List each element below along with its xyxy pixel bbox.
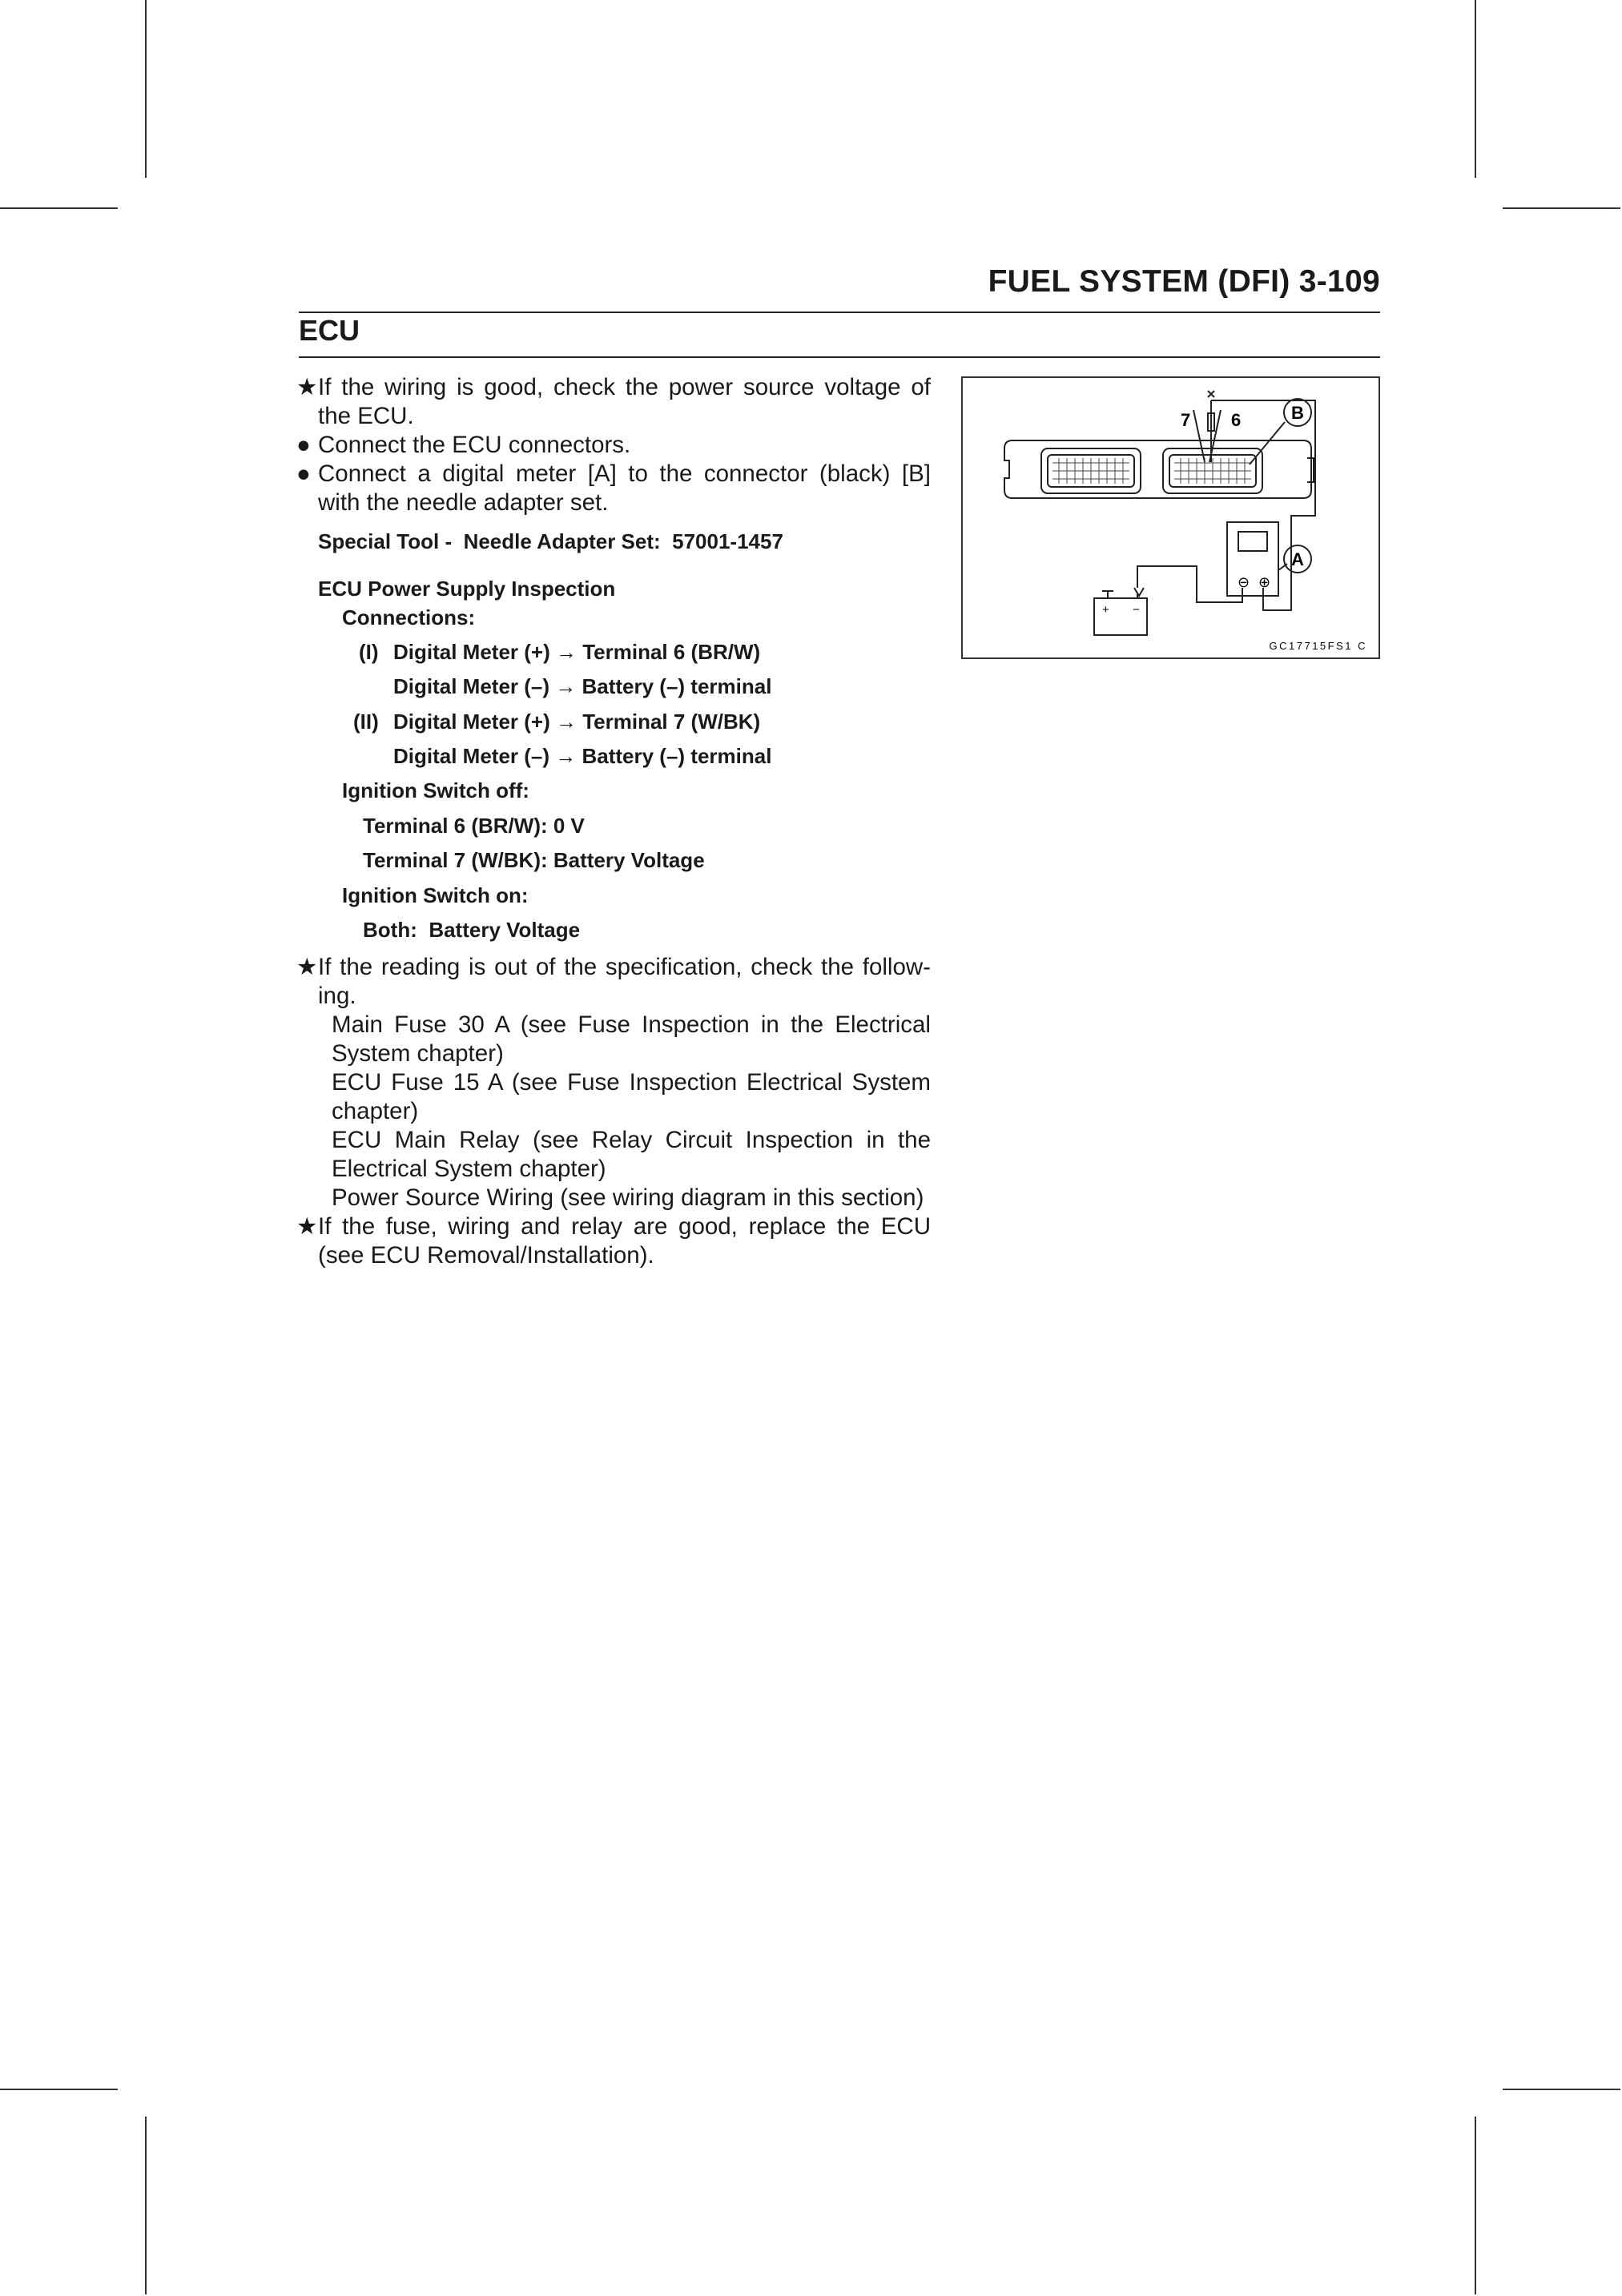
followup-text: [296, 953, 931, 1270]
check-item: ECU Fuse 15 A (see Fuse Inspection Electrical System chapter): [332, 1069, 931, 1124]
crop-mark: [145, 2117, 147, 2294]
connector-pins: [1052, 458, 1251, 484]
header-rule: [299, 312, 1380, 313]
page-header: [299, 264, 1380, 312]
figure-code: GC17715FS1 C: [1269, 640, 1367, 652]
meter-minus-terminal: ⊖: [1238, 574, 1250, 590]
list-item: ★ If the wiring is good, check the power source voltage of the ECU.: [296, 374, 931, 429]
list-item: ● Connect the ECU connectors.: [296, 432, 631, 458]
connection-1-number: (I): [359, 640, 379, 664]
connection-2-plus: Digital Meter (+) → Terminal 7 (W/BK): [393, 710, 761, 734]
section-rule: [299, 356, 1380, 358]
battery-minus-label: −: [1133, 603, 1140, 617]
intro-text: [296, 373, 931, 517]
list-item: ★ If the reading is out of the specification, check the follow-ing.: [296, 954, 931, 1009]
crop-mark: [1475, 2117, 1476, 2294]
check-item: Main Fuse 30 A (see Fuse Inspection in the Electrical System chapter): [332, 1011, 931, 1067]
crop-mark: [1503, 2089, 1620, 2090]
test-leads: [1134, 400, 1315, 610]
bullet-icon: ●: [296, 460, 311, 487]
ecu-connection-figure: [961, 376, 1380, 659]
check-list: [296, 1011, 931, 1212]
terminal-6-label: 6: [1231, 410, 1242, 430]
callout-a-label: A: [1291, 549, 1304, 569]
meter-plus-terminal: ⊕: [1258, 574, 1271, 590]
crop-mark: [145, 0, 147, 178]
ignition-on-label: Ignition Switch on:: [342, 883, 529, 907]
crop-mark: [0, 207, 118, 209]
wiring-illustration: [963, 378, 1382, 661]
bullet-icon: ●: [296, 432, 311, 458]
section-title: ECU: [299, 314, 360, 347]
digital-meter: [1227, 522, 1278, 596]
connection-2-minus: Digital Meter (–) → Battery (–) terminal: [393, 744, 772, 768]
battery-plus-label: +: [1102, 603, 1109, 617]
check-item: ECU Main Relay (see Relay Circuit Inspection in the Electrical System chapter): [332, 1127, 931, 1182]
ignition-off-terminal-7: Terminal 7 (W/BK): Battery Voltage: [363, 848, 705, 872]
crop-mark: [1503, 207, 1620, 209]
ecu-unit: [1004, 440, 1314, 498]
callout-b-label: B: [1291, 403, 1304, 423]
special-tool: Special Tool - Needle Adapter Set: 57001-1457: [318, 529, 783, 553]
check-item: Power Source Wiring (see wiring diagram in this section): [332, 1184, 924, 1211]
ignition-on-both: Both: Battery Voltage: [363, 918, 581, 942]
connections-label: Connections:: [342, 605, 476, 629]
connection-1-minus: Digital Meter (–) → Battery (–) terminal: [393, 674, 772, 698]
star-icon: ★: [296, 954, 318, 980]
crop-mark: [1475, 0, 1476, 178]
page-title: FUEL SYSTEM (DFI) 3-109: [988, 264, 1380, 299]
star-icon: ★: [296, 374, 318, 400]
star-icon: ★: [296, 1213, 318, 1240]
ignition-off-label: Ignition Switch off:: [342, 778, 529, 802]
list-item: ★ If the fuse, wiring and relay are good, replace the ECU (see ECU Removal/Installation).: [296, 1213, 931, 1269]
connection-2-number: (II): [353, 710, 379, 734]
connection-1-plus: Digital Meter (+) → Terminal 6 (BR/W): [393, 640, 761, 664]
terminal-7-label: 7: [1181, 410, 1191, 430]
crop-mark: [0, 2089, 118, 2090]
ignition-off-terminal-6: Terminal 6 (BR/W): 0 V: [363, 814, 585, 838]
inspection-title: ECU Power Supply Inspection: [318, 577, 616, 601]
list-item: ● Connect a digital meter [A] to the connector (black) [B] with the needle adapter set.: [296, 460, 931, 516]
